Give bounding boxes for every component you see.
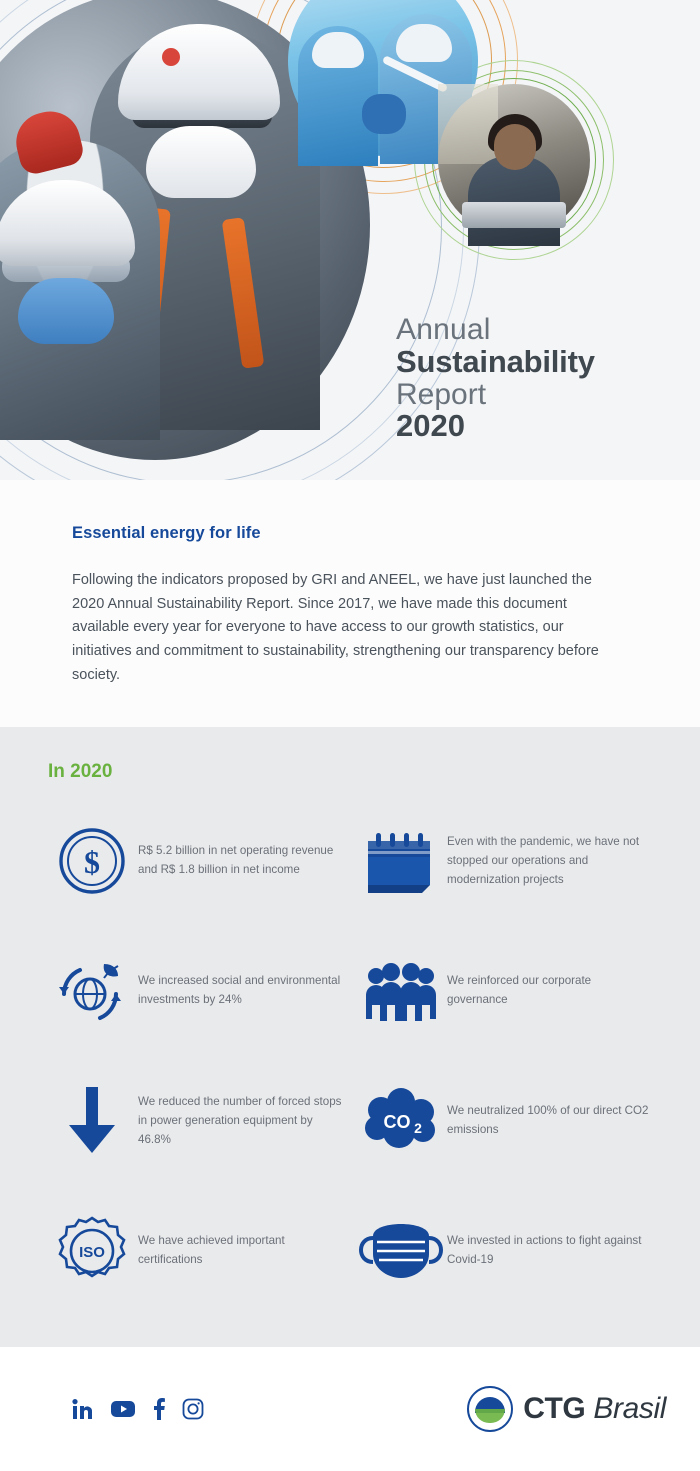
calendar-icon [355, 827, 447, 895]
globe-leaf-recycle-icon [46, 954, 138, 1028]
highlight-item [355, 809, 654, 913]
linkedin-icon[interactable] [72, 1398, 94, 1420]
highlight-item [46, 1069, 345, 1173]
ctg-logo-text [523, 1392, 666, 1426]
dollar-coin-icon [46, 826, 138, 896]
down-arrow-icon [46, 1085, 138, 1157]
highlight-item [46, 1199, 345, 1303]
ctg-logo-text-italic: Brasil [593, 1392, 666, 1426]
svg-text:CO: CO [383, 1112, 411, 1133]
facebook-icon[interactable] [152, 1398, 166, 1420]
highlight-item [355, 1069, 654, 1173]
highlight-item [46, 939, 345, 1043]
report-title [396, 314, 595, 443]
co2-cloud-icon [355, 1088, 447, 1154]
intro-section [0, 480, 700, 727]
highlight-text: We reduced the number of forced stops in power generation equipment by 46.8% [138, 1094, 342, 1146]
report-title-line-annual: Annual [396, 313, 491, 346]
highlight-text: We have achieved important certifications [138, 1234, 285, 1267]
ctg-logo-mark [467, 1386, 513, 1432]
highlight-text: We invested in actions to fight against Covid-19 [447, 1234, 642, 1267]
hero-section [0, 0, 700, 480]
youtube-icon[interactable] [110, 1399, 136, 1419]
svg-text:ISO: ISO [79, 1244, 105, 1262]
highlight-text: We reinforced our corporate governance [447, 974, 592, 1007]
highlight-text: Even with the pandemic, we have not stopped our operations and modernization projects [447, 834, 640, 886]
instagram-icon[interactable] [182, 1398, 204, 1420]
highlights-grid [46, 809, 654, 1303]
people-group-icon [355, 959, 447, 1023]
iso-seal-icon [46, 1216, 138, 1286]
footer [0, 1347, 700, 1471]
highlight-item [46, 809, 345, 913]
ctg-brasil-logo [467, 1386, 666, 1432]
highlight-text: R$ 5.2 billion in net operating revenue and R$ 1.8 billion in net income [138, 844, 334, 877]
intro-heading: Essential energy for life [72, 524, 261, 542]
report-title-line-report: Report [396, 377, 487, 411]
highlights-heading: In 2020 [48, 761, 113, 783]
highlight-item [355, 939, 654, 1043]
ctg-logo-text-bold: CTG [523, 1392, 586, 1426]
face-mask-icon [355, 1220, 447, 1282]
report-title-line-year: 2020 [396, 408, 465, 444]
intro-body: Following the indicators proposed by GRI and ANEEL, we have just launched the 2020 Annual Sustainability Report. Since 2017, we have made this document available every year for everyone to have access to our growth statistics, our initiatives and commitment to sustainability, strengthening our transparency before society. [72, 572, 599, 683]
svg-text:$: $ [84, 844, 100, 881]
highlights-section [0, 727, 700, 1347]
svg-text:2: 2 [414, 1120, 422, 1137]
highlight-text: We increased social and environmental investments by 24% [138, 974, 341, 1007]
highlight-item [355, 1199, 654, 1303]
woman-with-laptop-photo [438, 84, 590, 236]
social-links [72, 1398, 204, 1420]
report-title-line-sustainability: Sustainability [396, 343, 595, 379]
highlight-text: We neutralized 100% of our direct CO2 emissions [447, 1104, 649, 1137]
